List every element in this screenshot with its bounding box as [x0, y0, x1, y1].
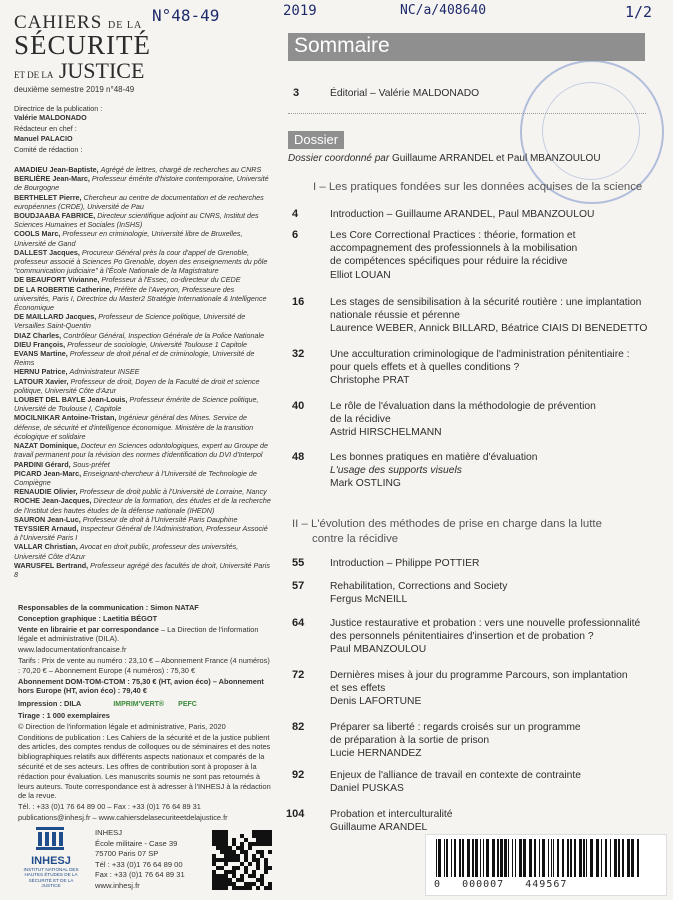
toc-page-number: 6 [292, 229, 299, 241]
member-role: Directeur de la formation, des études et de la recherche de l'Institut des hautes études de la défense nationale (IHEDN) [14, 496, 271, 515]
toc-entry-line: L'usage des supports visuels [330, 465, 462, 477]
library-stamp-inner [542, 82, 640, 180]
dossier-note [288, 152, 601, 165]
barcode-digits: 0 000007 449567 [434, 879, 568, 890]
section-2-heading-1: II – L'évolution des méthodes de prise en charge dans la lutte [292, 518, 602, 530]
toc-entry-line: Enjeux de l'alliance de travail en contexte de contrainte [330, 770, 581, 781]
publication-staff [14, 104, 272, 154]
committee-member [14, 561, 272, 579]
member-name: PARDINI Gérard, [14, 459, 71, 469]
toc-entry-line: Les bonnes pratiques en matière d'évaluation [330, 452, 538, 463]
toc-entry-line: Mark OSTLING [330, 478, 401, 490]
director-name: Valérie MALDONADO [14, 113, 87, 123]
toc-entry-line: Les Core Correctional Practices : théorie, formation et [330, 230, 576, 241]
qr-code [212, 830, 272, 890]
address-line: Tél : +33 (0)1 76 64 89 00 [95, 859, 183, 869]
toc-entry[interactable] [330, 808, 453, 834]
editorial-page: 3 [293, 87, 300, 99]
member-role: Professeur de droit public à l'Université de Lorraine, Nancy [79, 487, 267, 497]
member-name: BERLIÈRE Jean-Marc, [14, 174, 90, 184]
member-name: DE BEAUFORT Vivianne, [14, 275, 100, 285]
masthead-justice: JUSTICE [58, 58, 145, 83]
member-role: Inspecteur Général de l'Administration, Professeur Associé à l'Université Paris I [14, 523, 268, 543]
member-name: ROCHE Jean-Jacques, [14, 496, 92, 506]
toc-entry-line: Lucie HERNANDEZ [330, 748, 422, 760]
member-name: DALLEST Jacques, [14, 247, 80, 257]
committee-member [14, 211, 272, 229]
editor-label: Rédacteur en chef : [14, 124, 77, 134]
toc-entry-line: et ses effets [330, 683, 386, 695]
masthead-etdela: ET DE LA [14, 70, 54, 80]
toc-page-number: 72 [292, 669, 305, 681]
toc-entry-line: de préparation à la sortie de prison [330, 735, 490, 747]
toc-page-number: 82 [292, 721, 305, 733]
toc-entry[interactable] [330, 617, 640, 657]
member-role: Procureur Général près la cour d'appel de Grenoble, professeur associé à Sciences Po Grenoble, doyen des enseignements du pôle "communication judiciaire" à l'École Nationale de la Magistrature [14, 247, 268, 276]
member-role: Chercheur au centre de documentation et de recherches européennes (CRDE), Université de Pau [14, 192, 264, 211]
toc-entry-line: accompagnement des professionnels à la mobilisation [330, 243, 578, 255]
committee-member [14, 193, 272, 211]
toc-entry-line: Laurence WEBER, Annick BILLARD, Béatrice CIAIS DI BENEDETTO [330, 323, 648, 335]
committee-member [14, 229, 272, 247]
editorial-entry[interactable]: Éditorial – Valérie MALDONADO [330, 88, 480, 99]
member-name: DE LA ROBERTIE Catherine, [14, 284, 112, 294]
member-name: VALLAR Christian, [14, 542, 78, 552]
inhesj-logo [22, 826, 80, 889]
address-line: Fax : +33 (0)1 76 64 89 31 [95, 870, 185, 880]
masthead-dela: DE LA [108, 20, 143, 31]
impression-line: Impression : DILA [18, 699, 82, 709]
committee-list [14, 165, 272, 579]
committee-member [14, 441, 272, 459]
toc-entry-line: Daniel PUSKAS [330, 783, 404, 795]
address-line: 75700 Paris 07 SP [95, 849, 159, 859]
toc-entry[interactable] [330, 451, 537, 491]
address-line: INHESJ [95, 828, 123, 837]
sommaire-title: Sommaire [294, 34, 390, 57]
toc-entry-line: Guillaume ARANDEL [330, 822, 428, 834]
pefc-logo: PEFC [178, 701, 197, 709]
member-name: HERNU Patrice, [14, 367, 68, 377]
committee-member [14, 395, 272, 413]
handwritten-year: 2019 [283, 3, 317, 19]
toc-page-number: 104 [286, 808, 305, 820]
toc-page-number: 32 [292, 348, 305, 360]
member-role: Agrégé de lettres, chargé de recherches au CNRS [100, 165, 262, 174]
tirage-line: Tirage : 1 000 exemplaires [18, 710, 110, 720]
committee-member [14, 275, 272, 284]
member-role: Administrateur INSEE [69, 367, 140, 377]
committee-member [14, 524, 272, 542]
toc-entry-line: Justice restaurative et probation : vers une nouvelle professionnalité [330, 618, 641, 629]
committee-member [14, 487, 272, 496]
toc-entry-line: des personnels pénitentiaires d'insertion et de probation ? [330, 631, 594, 643]
toc-entry-line: Introduction – Guillaume ARANDEL, Paul MBANZOULOU [330, 209, 595, 220]
issue-line: deuxième semestre 2019 n°48-49 [14, 85, 135, 94]
member-name: RENAUDIE Olivier, [14, 487, 78, 497]
barcode-sticker [425, 834, 667, 896]
member-name: WARUSFEL Bertrand, [14, 560, 89, 570]
toc-entry-line: pour quels effets et à quelles conditions ? [330, 362, 520, 374]
toc-page-number: 55 [292, 557, 305, 569]
toc-entry-line: Le rôle de l'évaluation dans la méthodologie de prévention [330, 401, 596, 412]
toc-entry-line: Les stages de sensibilisation à la sécurité routière : une implantation [330, 297, 642, 308]
committee-member [14, 340, 272, 349]
toc-page-number: 16 [292, 296, 305, 308]
member-role: Avocat en droit public, professeur des universités, Université Côte d'Azur [14, 542, 239, 561]
member-role: Professeur de droit, Doyen de la Faculté de droit et science politique, Université Côte d'Azur [14, 376, 260, 395]
email-line[interactable]: publications@inhesj.fr – www.cahiersdelasecuriteetdelajustice.fr [18, 812, 228, 822]
toc-entry[interactable] [330, 669, 628, 709]
inhesj-logo-sub: INSTITUT NATIONAL DES HAUTES ÉTUDES DE LA SÉCURITÉ ET DE LA JUSTICE [23, 867, 79, 889]
toc-entry-line: Introduction – Philippe POTTIER [330, 558, 480, 569]
member-name: SAURON Jean-Luc, [14, 514, 81, 524]
toc-entry[interactable] [330, 296, 647, 336]
dossier-note-a: Dossier coordonné par [288, 153, 390, 164]
toc-entry-line: Elliot LOUAN [330, 269, 391, 281]
toc-entry[interactable] [330, 580, 507, 606]
member-name: PICARD Jean-Marc, [14, 468, 82, 478]
toc-entry-line: Paul MBANZOULOU [330, 644, 427, 656]
committee-label: Comité de rédaction : [14, 144, 83, 154]
masthead-cahiers: CAHIERS [14, 12, 103, 33]
committee-member [14, 460, 272, 469]
committee-member [14, 174, 272, 192]
imprimvert-logo: IMPRIM'VERT® [113, 701, 165, 709]
colophon [18, 603, 273, 824]
handwritten-issue-mark: N°48-49 [152, 6, 220, 25]
member-role: Directeur scientifique adjoint au CNRS, Institut des Sciences Humaines et Sociales (InSHS) [14, 211, 259, 230]
member-role: Professeur de droit à l'Université Paris Dauphine [82, 514, 238, 524]
toc-entry-line: Préparer sa liberté : regards croisés sur un programme [330, 722, 581, 733]
toc-page-number: 4 [292, 208, 299, 220]
toc-entry[interactable] [330, 208, 594, 221]
member-name: MOCILNIKAR Antoine-Tristan, [14, 413, 117, 423]
masthead-line3 [14, 58, 144, 84]
tarifs-line: Tarifs : Prix de vente au numéro : 23,10 € – Abonnement France (4 numéros) : 70,20 € – Abonnement Europe (4 numéros) : 75,30 € [18, 655, 270, 675]
toc-entry[interactable] [330, 229, 577, 282]
toc-entry-line: Rehabilitation, Corrections and Society [330, 581, 508, 592]
member-name: TEYSSIER Arnaud, [14, 523, 79, 533]
member-role: Docteur en Sciences odontologiques, expert au Groupe de travail permanent pour la révision des normes d'identification du DVI d'Interpol [14, 441, 268, 460]
member-role: Professeur à l'Essec, co-directeur du CEDE [101, 275, 241, 285]
member-name: COOLS Marc, [14, 229, 61, 239]
left-column [0, 0, 280, 900]
committee-member [14, 496, 272, 514]
toc-entry-line: Astrid HIRSCHELMANN [330, 427, 442, 439]
member-name: DIEU François, [14, 339, 66, 349]
committee-member [14, 469, 272, 487]
section-2-heading-2: contre la récidive [312, 533, 399, 545]
section-1-heading: I – Les pratiques fondées sur les données acquises de la science [313, 181, 643, 193]
committee-member [14, 349, 272, 367]
committee-member [14, 331, 272, 340]
member-name: BERTHELET Pierre, [14, 192, 82, 202]
toc-entry[interactable] [330, 721, 581, 761]
inhesj-logo-text: INHESJ [31, 855, 71, 867]
member-name: LOUBET DEL BAYLE Jean-Louis, [14, 395, 128, 405]
editor-name: Manuel PALACIO [14, 133, 73, 143]
committee-member [14, 165, 272, 174]
sales-label: Vente en librairie et par correspondance [18, 624, 159, 634]
member-name: AMADIEU Jean-Baptiste, [14, 165, 99, 174]
committee-member [14, 377, 272, 395]
toc-page-number: 64 [292, 617, 305, 629]
toc-entry[interactable] [330, 400, 596, 440]
director-label: Directrice de la publication : [14, 104, 103, 113]
member-name: DIAZ Charles, [14, 330, 62, 340]
committee-member [14, 285, 272, 313]
toc-entry[interactable] [330, 769, 581, 795]
address-line: www.inhesj.fr [95, 880, 140, 890]
barcode-bars [434, 839, 644, 877]
member-role: Professeur de droit pénal et de criminologie, Université de Reims [14, 349, 255, 368]
handwritten-fraction: 1/2 [625, 3, 653, 21]
dossier-note-b: Guillaume ARRANDEL et Paul MBANZOULOU [389, 153, 601, 164]
member-role: Contrôleur Général, Inspection Générale de la Police Nationale [63, 330, 265, 340]
toc-entry-line: Dernières mises à jour du programme Parcours, son implantation [330, 670, 628, 681]
toc-entry-line: de compétences spécifiques pour réduire la récidive [330, 256, 568, 268]
comm-line: Responsables de la communication : Simon NATAF [18, 603, 199, 612]
committee-member [14, 515, 272, 524]
divider [288, 113, 646, 114]
toc-page-number: 92 [292, 769, 305, 781]
member-role: Préfète de l'Aveyron, Professeure des universités, Paris I, Directrice du Master2 Stratégie Internationale & Intelligence Économique [14, 284, 267, 313]
address-line: École militaire - Case 39 [95, 838, 178, 848]
dom-line: Abonnement DOM-TOM-CTOM : 75,30 € (HT, avion éco) – Abonnement hors Europe (HT, avion éco) : 79,40 € [18, 676, 264, 696]
masthead-line2: SÉCURITÉ [14, 30, 152, 60]
member-name: NAZAT Dominique, [14, 441, 79, 451]
toc-page-number: 57 [292, 580, 305, 592]
member-name: BOUDJAABA FABRICE, [14, 211, 96, 221]
toc-entry-line: Christophe PRAT [330, 375, 410, 387]
toc-page-number: 48 [292, 451, 305, 463]
member-role: Professeur émérite de Science politique, Université de Toulouse I, Capitole [14, 395, 259, 414]
toc-entry-line: Probation et interculturalité [330, 809, 453, 820]
conditions-text: Conditions de publication : Les Cahiers de la sécurité et de la justice publient des articles, des comptes rendus de colloques ou de séminaires et des notes bibliographiques relatifs aux différents aspects nationaux et comparés de la sécurité et de ses acteurs. Les offres de contribution sont à proposer à la rédaction pour évaluation. Les manuscrits soumis ne sont pas retournés à leurs auteurs. Toute correspondance est à adresser à l'INHESJ à la rédaction de la revue. [18, 732, 271, 801]
member-role: Sous-préfet [72, 459, 110, 469]
inhesj-address [95, 828, 185, 892]
committee-member [14, 542, 272, 560]
member-role: Professeur émérite d'histoire contemporaine, Université de Bourgogne [14, 174, 269, 193]
member-name: LATOUR Xavier, [14, 376, 69, 386]
member-name: EVANS Martine, [14, 349, 68, 359]
toc-entry-line: Fergus McNEILL [330, 594, 408, 606]
member-role: Professeur de sociologie, Université Toulouse 1 Capitole [67, 339, 248, 349]
dossier-tag: Dossier [288, 131, 344, 149]
toc-entry-line: nationale réussie et pérenne [330, 310, 460, 322]
member-role: Enseignant-chercheur à l'Université de Technologie de Compiègne [14, 468, 257, 487]
copyright-line: © Direction de l'information légale et administrative, Paris, 2020 [18, 721, 226, 731]
sommaire-header [288, 33, 645, 61]
committee-member [14, 248, 272, 276]
toc-entry-line: Une acculturation criminologique de l'administration pénitentiaire : [330, 349, 630, 360]
committee-member [14, 413, 272, 441]
member-role: Ingénieur général des Mines. Service de défense, de sécurité et d'intelligence économique. Ministère de la transition écologique et solidaire [14, 413, 254, 441]
toc-entry[interactable] [330, 348, 630, 388]
member-name: DE MAILLARD Jacques, [14, 312, 97, 322]
sales-text: – La Direction de l'information légale et administrative (DILA). [18, 624, 259, 644]
tel-line: Tél. : +33 (0)1 76 64 89 00 – Fax : +33 (0)1 76 64 89 31 [18, 802, 201, 812]
committee-member [14, 367, 272, 376]
handwritten-inventory: NC/a/408640 [400, 3, 487, 18]
site-link[interactable]: www.ladocumentationfrancaise.fr [18, 645, 127, 655]
toc-entry-line: de la récidive [330, 414, 391, 426]
columns-icon [35, 826, 65, 850]
design-line: Conception graphique : Laetitia BÉGOT [18, 613, 158, 623]
toc-entry-line: Denis LAFORTUNE [330, 696, 422, 708]
toc-page-number: 40 [292, 400, 305, 412]
toc-entry[interactable] [330, 557, 479, 570]
member-role: Professeur de Science politique, Université de Versailles Saint-Quentin [14, 312, 246, 331]
member-role: Professeur en criminologie, Université libre de Bruxelles, Université de Gand [14, 229, 243, 248]
member-role: Professeur agrégé des facultés de droit, Université Paris 8 [14, 560, 270, 579]
committee-member [14, 312, 272, 330]
